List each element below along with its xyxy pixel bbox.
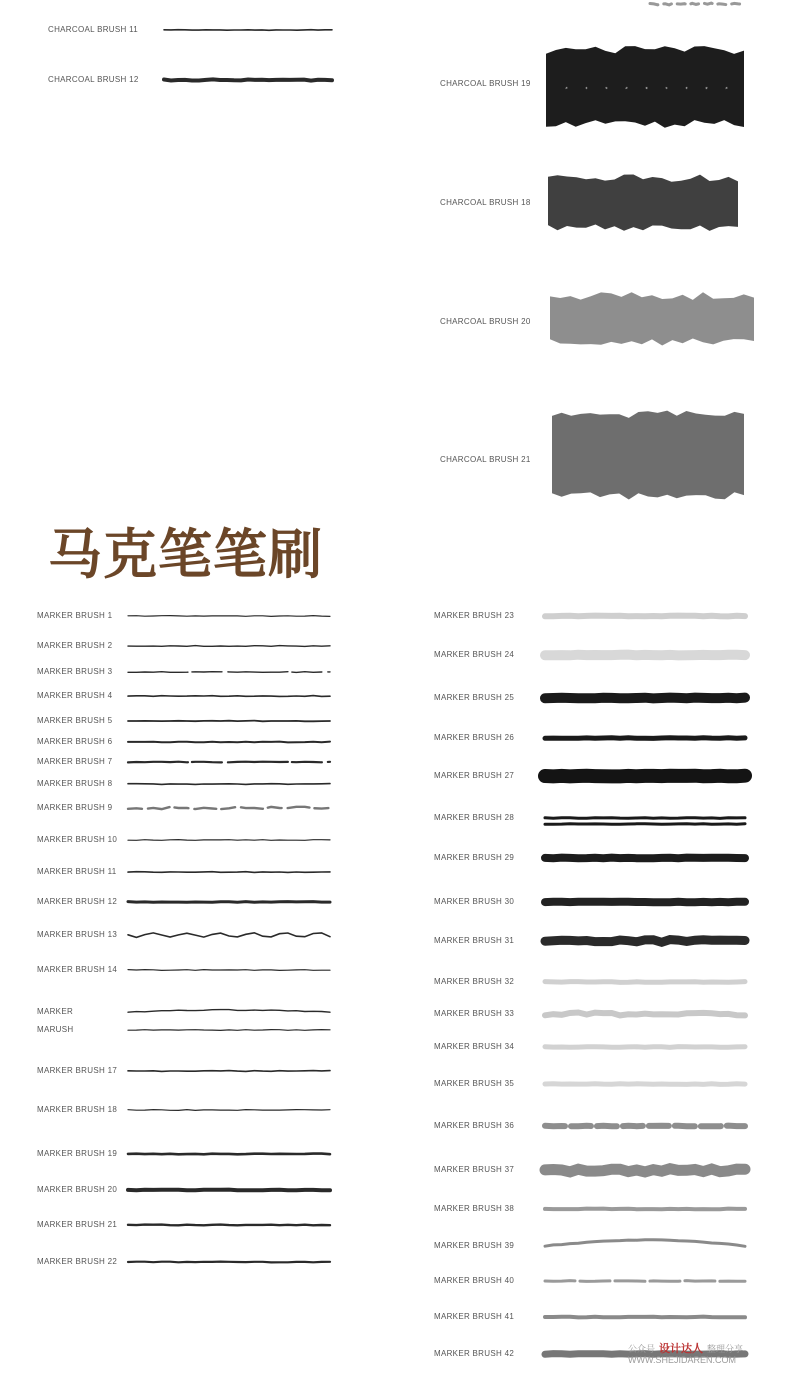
marker-brush-label: MARKER BRUSH 23	[434, 611, 515, 620]
marker-brush-stroke	[128, 902, 330, 903]
marker-brush-label: MARKER	[37, 1007, 74, 1016]
marker-brush-label: MARKER BRUSH 1	[37, 611, 113, 620]
charcoal-brush-stroke	[164, 79, 332, 80]
charcoal-brush-stroke-fragment	[650, 3, 742, 5]
marker-brush-stroke	[128, 1225, 330, 1226]
marker-brush-stroke	[128, 1010, 330, 1013]
watermark-brand: 设计达人	[659, 1343, 704, 1355]
marker-brush-label: MARKER BRUSH 27	[434, 771, 515, 780]
marker-brush-stroke	[128, 872, 330, 873]
charcoal-brush-stroke	[552, 411, 744, 500]
marker-brush-label: MARKER BRUSH 17	[37, 1066, 118, 1075]
marker-brush-label: MARKER BRUSH 22	[37, 1257, 118, 1266]
marker-brush-label: MARKER BRUSH 32	[434, 977, 515, 986]
marker-brush-stroke	[128, 1262, 330, 1263]
marker-brush-stroke	[545, 655, 745, 656]
marker-brush-stroke	[545, 698, 745, 699]
marker-brush-label: MARKER BRUSH 13	[37, 930, 118, 939]
marker-brush-stroke	[128, 784, 330, 785]
charcoal-brush-label: CHARCOAL BRUSH 11	[48, 25, 139, 34]
marker-brush-stroke	[545, 940, 745, 943]
charcoal-brush-stroke	[550, 292, 754, 345]
charcoal-brush-stroke	[164, 30, 332, 31]
marker-brush-label: MARKER BRUSH 10	[37, 835, 118, 844]
marker-brush-label: MARKER BRUSH 2	[37, 641, 113, 650]
marker-brush-stroke	[545, 1281, 745, 1282]
marker-section-heading: 马克笔笔刷	[48, 523, 323, 586]
marker-brush-label: MARKER BRUSH 29	[434, 853, 515, 862]
marker-brush-label: MARKER BRUSH 24	[434, 650, 515, 659]
marker-brush-stroke	[545, 776, 745, 777]
marker-brush-label: MARKER BRUSH 36	[434, 1121, 515, 1130]
marker-brush-stroke	[128, 933, 330, 938]
watermark	[628, 1344, 743, 1366]
charcoal-brush-label: CHARCOAL BRUSH 18	[440, 198, 531, 207]
marker-brush-stroke	[545, 818, 745, 819]
marker-brush-label: MARKER BRUSH 8	[37, 779, 113, 788]
marker-brush-label: MARKER BRUSH 41	[434, 1312, 515, 1321]
marker-brush-label: MARKER BRUSH 30	[434, 897, 515, 906]
marker-brush-stroke	[545, 1126, 745, 1127]
marker-brush-label: MARKER BRUSH 20	[37, 1185, 118, 1194]
marker-brush-label: MARKER BRUSH 12	[37, 897, 118, 906]
charcoal-brush-label: CHARCOAL BRUSH 19	[440, 79, 531, 88]
marker-brush-stroke	[545, 1317, 745, 1318]
marker-brush-stroke	[128, 1030, 330, 1031]
marker-brush-label: MARKER BRUSH 7	[37, 757, 113, 766]
charcoal-brush-stroke	[546, 46, 744, 128]
charcoal-brush-label: CHARCOAL BRUSH 21	[440, 455, 531, 464]
marker-brush-stroke	[128, 672, 330, 673]
marker-brush-stroke	[128, 742, 330, 743]
marker-brush-label: MARKER BRUSH 3	[37, 667, 113, 676]
marker-brush-stroke	[128, 1154, 330, 1155]
marker-brush-stroke-second-line	[545, 824, 745, 825]
watermark-url: WWW.SHEJIDAREN.COM	[628, 1355, 736, 1365]
marker-brush-label: MARKER BRUSH 14	[37, 965, 118, 974]
marker-brush-stroke	[545, 1169, 745, 1172]
marker-brush-label: MARKER BRUSH 19	[37, 1149, 118, 1158]
marker-brush-stroke	[128, 616, 330, 617]
marker-brush-label: MARKER BRUSH 35	[434, 1079, 515, 1088]
marker-brush-stroke	[545, 1047, 745, 1048]
marker-brush-label: MARKER BRUSH 28	[434, 813, 515, 822]
marker-brush-label: MARKER BRUSH 37	[434, 1165, 515, 1174]
marker-brush-stroke	[128, 970, 330, 971]
marker-brush-label: MARKER BRUSH 18	[37, 1105, 118, 1114]
marker-brush-label: MARUSH	[37, 1025, 74, 1034]
marker-brush-label: MARKER BRUSH 40	[434, 1276, 515, 1285]
marker-brush-stroke	[128, 762, 330, 763]
marker-brush-label: MARKER BRUSH 38	[434, 1204, 515, 1213]
watermark-prefix: 公众号	[628, 1344, 656, 1354]
marker-brush-label: MARKER BRUSH 5	[37, 716, 113, 725]
marker-brush-stroke	[128, 807, 330, 809]
marker-brush-stroke	[128, 696, 330, 697]
marker-brush-stroke	[545, 858, 745, 859]
marker-brush-stroke	[128, 721, 330, 722]
marker-brush-stroke	[545, 1013, 745, 1016]
marker-brush-stroke	[545, 1240, 745, 1247]
marker-brush-label: MARKER BRUSH 34	[434, 1042, 515, 1051]
marker-brush-stroke	[128, 1190, 330, 1191]
marker-brush-label: MARKER BRUSH 21	[37, 1220, 118, 1229]
marker-brush-label: MARKER BRUSH 33	[434, 1009, 515, 1018]
marker-brush-stroke	[545, 982, 745, 983]
marker-brush-stroke	[545, 1084, 745, 1085]
marker-brush-label: MARKER BRUSH 6	[37, 737, 113, 746]
marker-brush-stroke	[545, 902, 745, 903]
marker-brush-stroke	[128, 1071, 330, 1072]
marker-brush-stroke	[128, 646, 330, 647]
marker-brush-stroke	[128, 1110, 330, 1111]
marker-brush-label: MARKER BRUSH 39	[434, 1241, 515, 1250]
watermark-suffix: 整理分享	[707, 1344, 744, 1354]
marker-brush-label: MARKER BRUSH 4	[37, 691, 113, 700]
marker-brush-label: MARKER BRUSH 11	[37, 867, 117, 876]
charcoal-brush-label: CHARCOAL BRUSH 20	[440, 317, 531, 326]
marker-brush-stroke	[545, 1209, 745, 1210]
marker-brush-label: MARKER BRUSH 9	[37, 803, 113, 812]
marker-brush-label: MARKER BRUSH 26	[434, 733, 515, 742]
marker-brush-label: MARKER BRUSH 25	[434, 693, 515, 702]
marker-brush-stroke	[128, 840, 330, 841]
charcoal-brush-stroke	[548, 175, 738, 231]
marker-brush-label: MARKER BRUSH 31	[434, 936, 515, 945]
marker-brush-stroke	[545, 616, 745, 617]
marker-brush-label: MARKER BRUSH 42	[434, 1349, 515, 1358]
marker-brush-stroke	[545, 738, 745, 739]
charcoal-brush-label: CHARCOAL BRUSH 12	[48, 75, 139, 84]
